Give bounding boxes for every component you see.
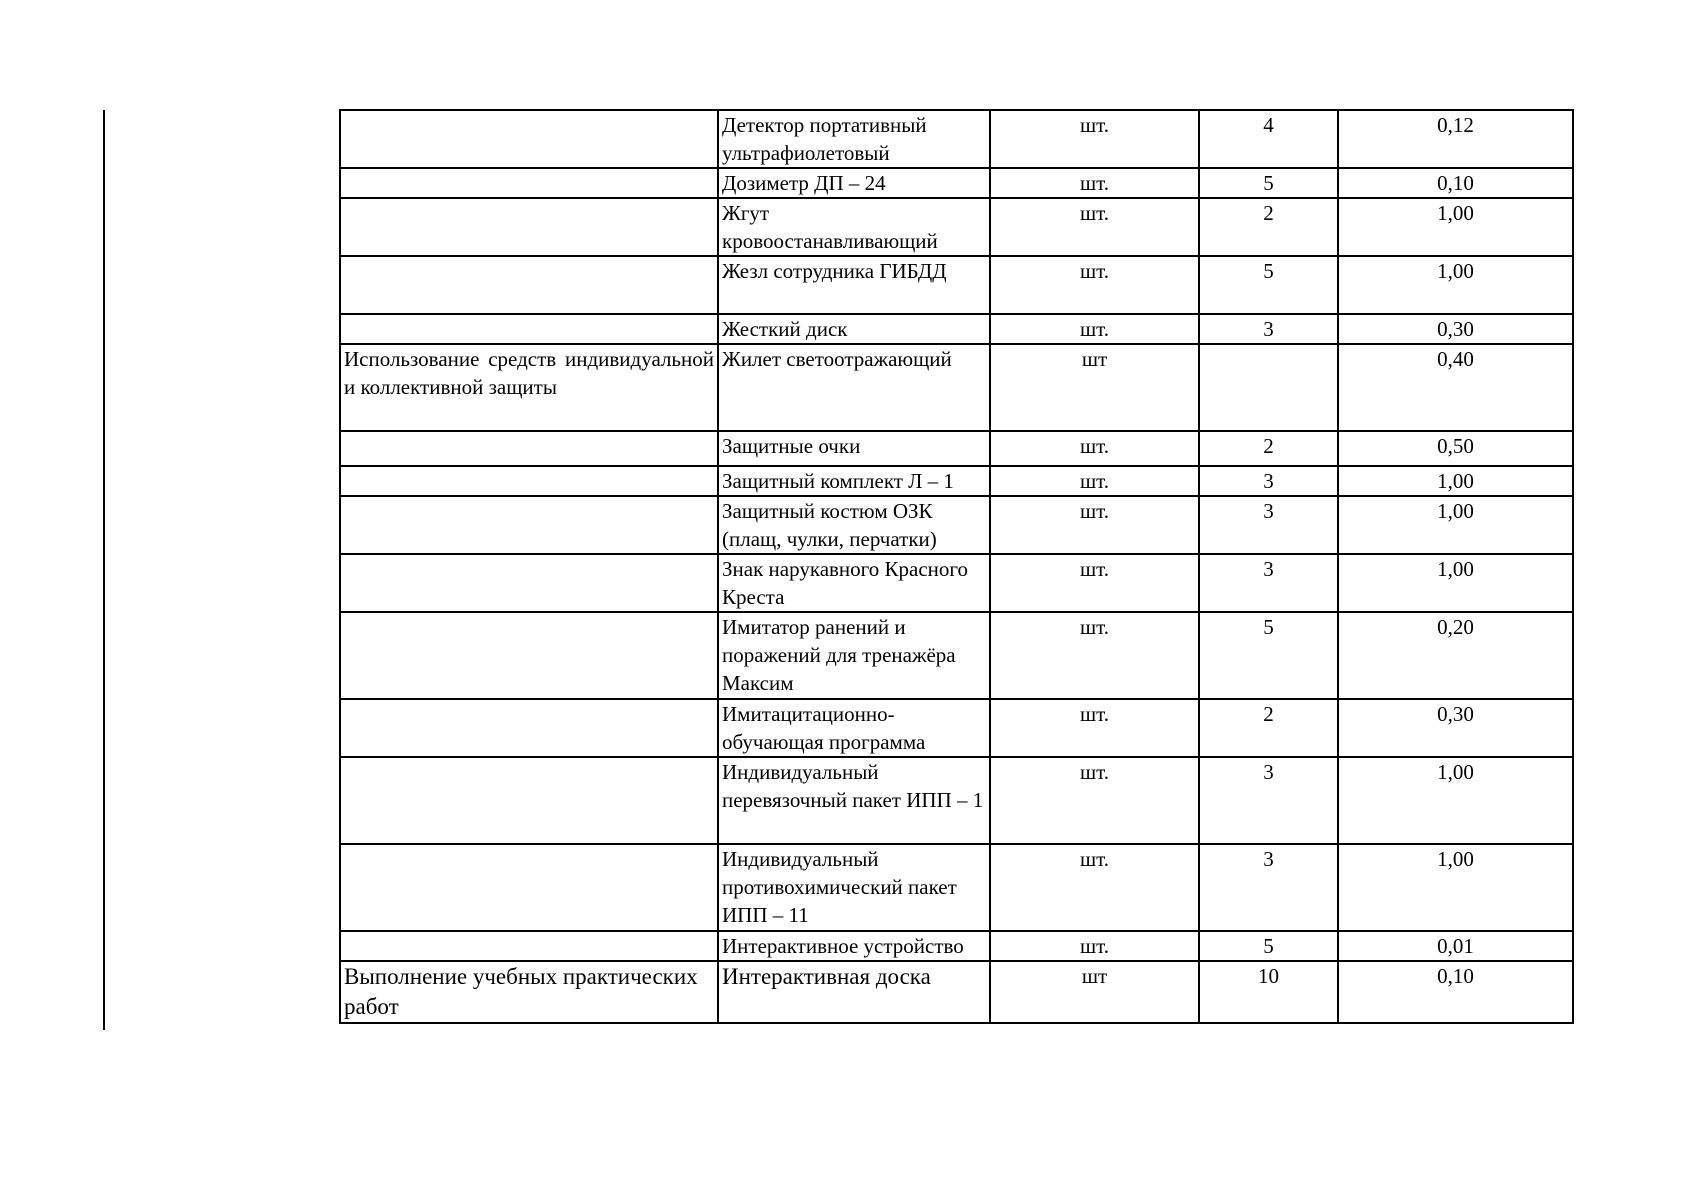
norm-cell: 0,20 (1338, 612, 1573, 699)
unit-cell: шт. (990, 612, 1199, 699)
quantity-cell: 4 (1199, 110, 1338, 168)
name-cell: Жесткий диск (718, 314, 990, 344)
quantity-cell (1199, 344, 1338, 431)
norm-cell: 0,01 (1338, 931, 1573, 961)
category-cell (340, 844, 718, 931)
category-cell (340, 466, 718, 496)
category-cell (340, 168, 718, 198)
quantity-cell: 3 (1199, 554, 1338, 612)
category-cell (340, 699, 718, 757)
table-row (340, 757, 1573, 844)
table-row (340, 344, 1573, 431)
category-cell (340, 431, 718, 466)
name-cell: Детектор портативный ультрафиолетовый (718, 110, 990, 168)
name-cell: Дозиметр ДП – 24 (718, 168, 990, 198)
quantity-cell: 2 (1199, 198, 1338, 256)
unit-cell: шт. (990, 844, 1199, 931)
category-cell (340, 612, 718, 699)
quantity-cell: 10 (1199, 961, 1338, 1023)
category-cell (340, 931, 718, 961)
table-row (340, 612, 1573, 699)
name-cell: Защитный комплект Л – 1 (718, 466, 990, 496)
table-row (340, 110, 1573, 168)
name-cell: Защитные очки (718, 431, 990, 466)
table-row (340, 431, 1573, 466)
name-cell: Интерактивная доска (718, 961, 990, 1023)
norm-cell: 0,10 (1338, 961, 1573, 1023)
table-row (340, 931, 1573, 961)
table-row (340, 168, 1573, 198)
name-cell: Защитный костюм ОЗК (плащ, чулки, перчатки) (718, 496, 990, 554)
quantity-cell: 5 (1199, 931, 1338, 961)
name-cell: Интерактивное устройство (718, 931, 990, 961)
unit-cell: шт. (990, 554, 1199, 612)
name-cell: Знак нарукавного Красного Креста (718, 554, 990, 612)
unit-cell: шт. (990, 496, 1199, 554)
norm-cell: 0,30 (1338, 699, 1573, 757)
quantity-cell: 5 (1199, 612, 1338, 699)
name-cell: Жилет светоотражающий (718, 344, 990, 431)
unit-cell: шт. (990, 110, 1199, 168)
norm-cell: 1,00 (1338, 496, 1573, 554)
name-cell: Жгут кровоостанавливающий (718, 198, 990, 256)
norm-cell: 0,50 (1338, 431, 1573, 466)
unit-cell: шт. (990, 757, 1199, 844)
quantity-cell: 3 (1199, 757, 1338, 844)
norm-cell: 1,00 (1338, 256, 1573, 314)
name-cell: Имитатор ранений и поражений для тренажёра Максим (718, 612, 990, 699)
quantity-cell: 3 (1199, 314, 1338, 344)
table-row (340, 496, 1573, 554)
unit-cell: шт. (990, 168, 1199, 198)
quantity-cell: 3 (1199, 466, 1338, 496)
norm-cell: 1,00 (1338, 198, 1573, 256)
norm-cell: 0,40 (1338, 344, 1573, 431)
name-cell: Жезл сотрудника ГИБДД (718, 256, 990, 314)
table-row (340, 699, 1573, 757)
norm-cell: 1,00 (1338, 844, 1573, 931)
unit-cell: шт. (990, 431, 1199, 466)
category-cell: Выполнение учебных практических работ (340, 961, 718, 1023)
norm-cell: 1,00 (1338, 466, 1573, 496)
table-row (340, 844, 1573, 931)
unit-cell: шт (990, 961, 1199, 1023)
quantity-cell: 5 (1199, 168, 1338, 198)
page-margin-line (103, 110, 105, 1030)
norm-cell: 0,12 (1338, 110, 1573, 168)
unit-cell: шт. (990, 314, 1199, 344)
unit-cell: шт. (990, 256, 1199, 314)
quantity-cell: 5 (1199, 256, 1338, 314)
equipment-table (339, 109, 1574, 1024)
category-cell (340, 554, 718, 612)
category-cell (340, 496, 718, 554)
category-cell (340, 198, 718, 256)
name-cell: Индивидуальный перевязочный пакет ИПП – 1 (718, 757, 990, 844)
unit-cell: шт (990, 344, 1199, 431)
table-row (340, 198, 1573, 256)
unit-cell: шт. (990, 466, 1199, 496)
category-cell: Использование средств индивидуальной и коллективной защиты (340, 344, 718, 431)
table-row (340, 314, 1573, 344)
unit-cell: шт. (990, 198, 1199, 256)
norm-cell: 1,00 (1338, 757, 1573, 844)
name-cell: Индивидуальный противохимический пакет ИПП – 11 (718, 844, 990, 931)
table-row (340, 256, 1573, 314)
quantity-cell: 3 (1199, 844, 1338, 931)
table-row (340, 961, 1573, 1023)
unit-cell: шт. (990, 699, 1199, 757)
unit-cell: шт. (990, 931, 1199, 961)
name-cell: Имитацитационно-обучающая программа (718, 699, 990, 757)
category-cell (340, 110, 718, 168)
category-cell (340, 757, 718, 844)
quantity-cell: 2 (1199, 431, 1338, 466)
category-cell (340, 314, 718, 344)
norm-cell: 0,10 (1338, 168, 1573, 198)
quantity-cell: 2 (1199, 699, 1338, 757)
quantity-cell: 3 (1199, 496, 1338, 554)
norm-cell: 0,30 (1338, 314, 1573, 344)
table-row (340, 466, 1573, 496)
norm-cell: 1,00 (1338, 554, 1573, 612)
category-cell (340, 256, 718, 314)
table-row (340, 554, 1573, 612)
